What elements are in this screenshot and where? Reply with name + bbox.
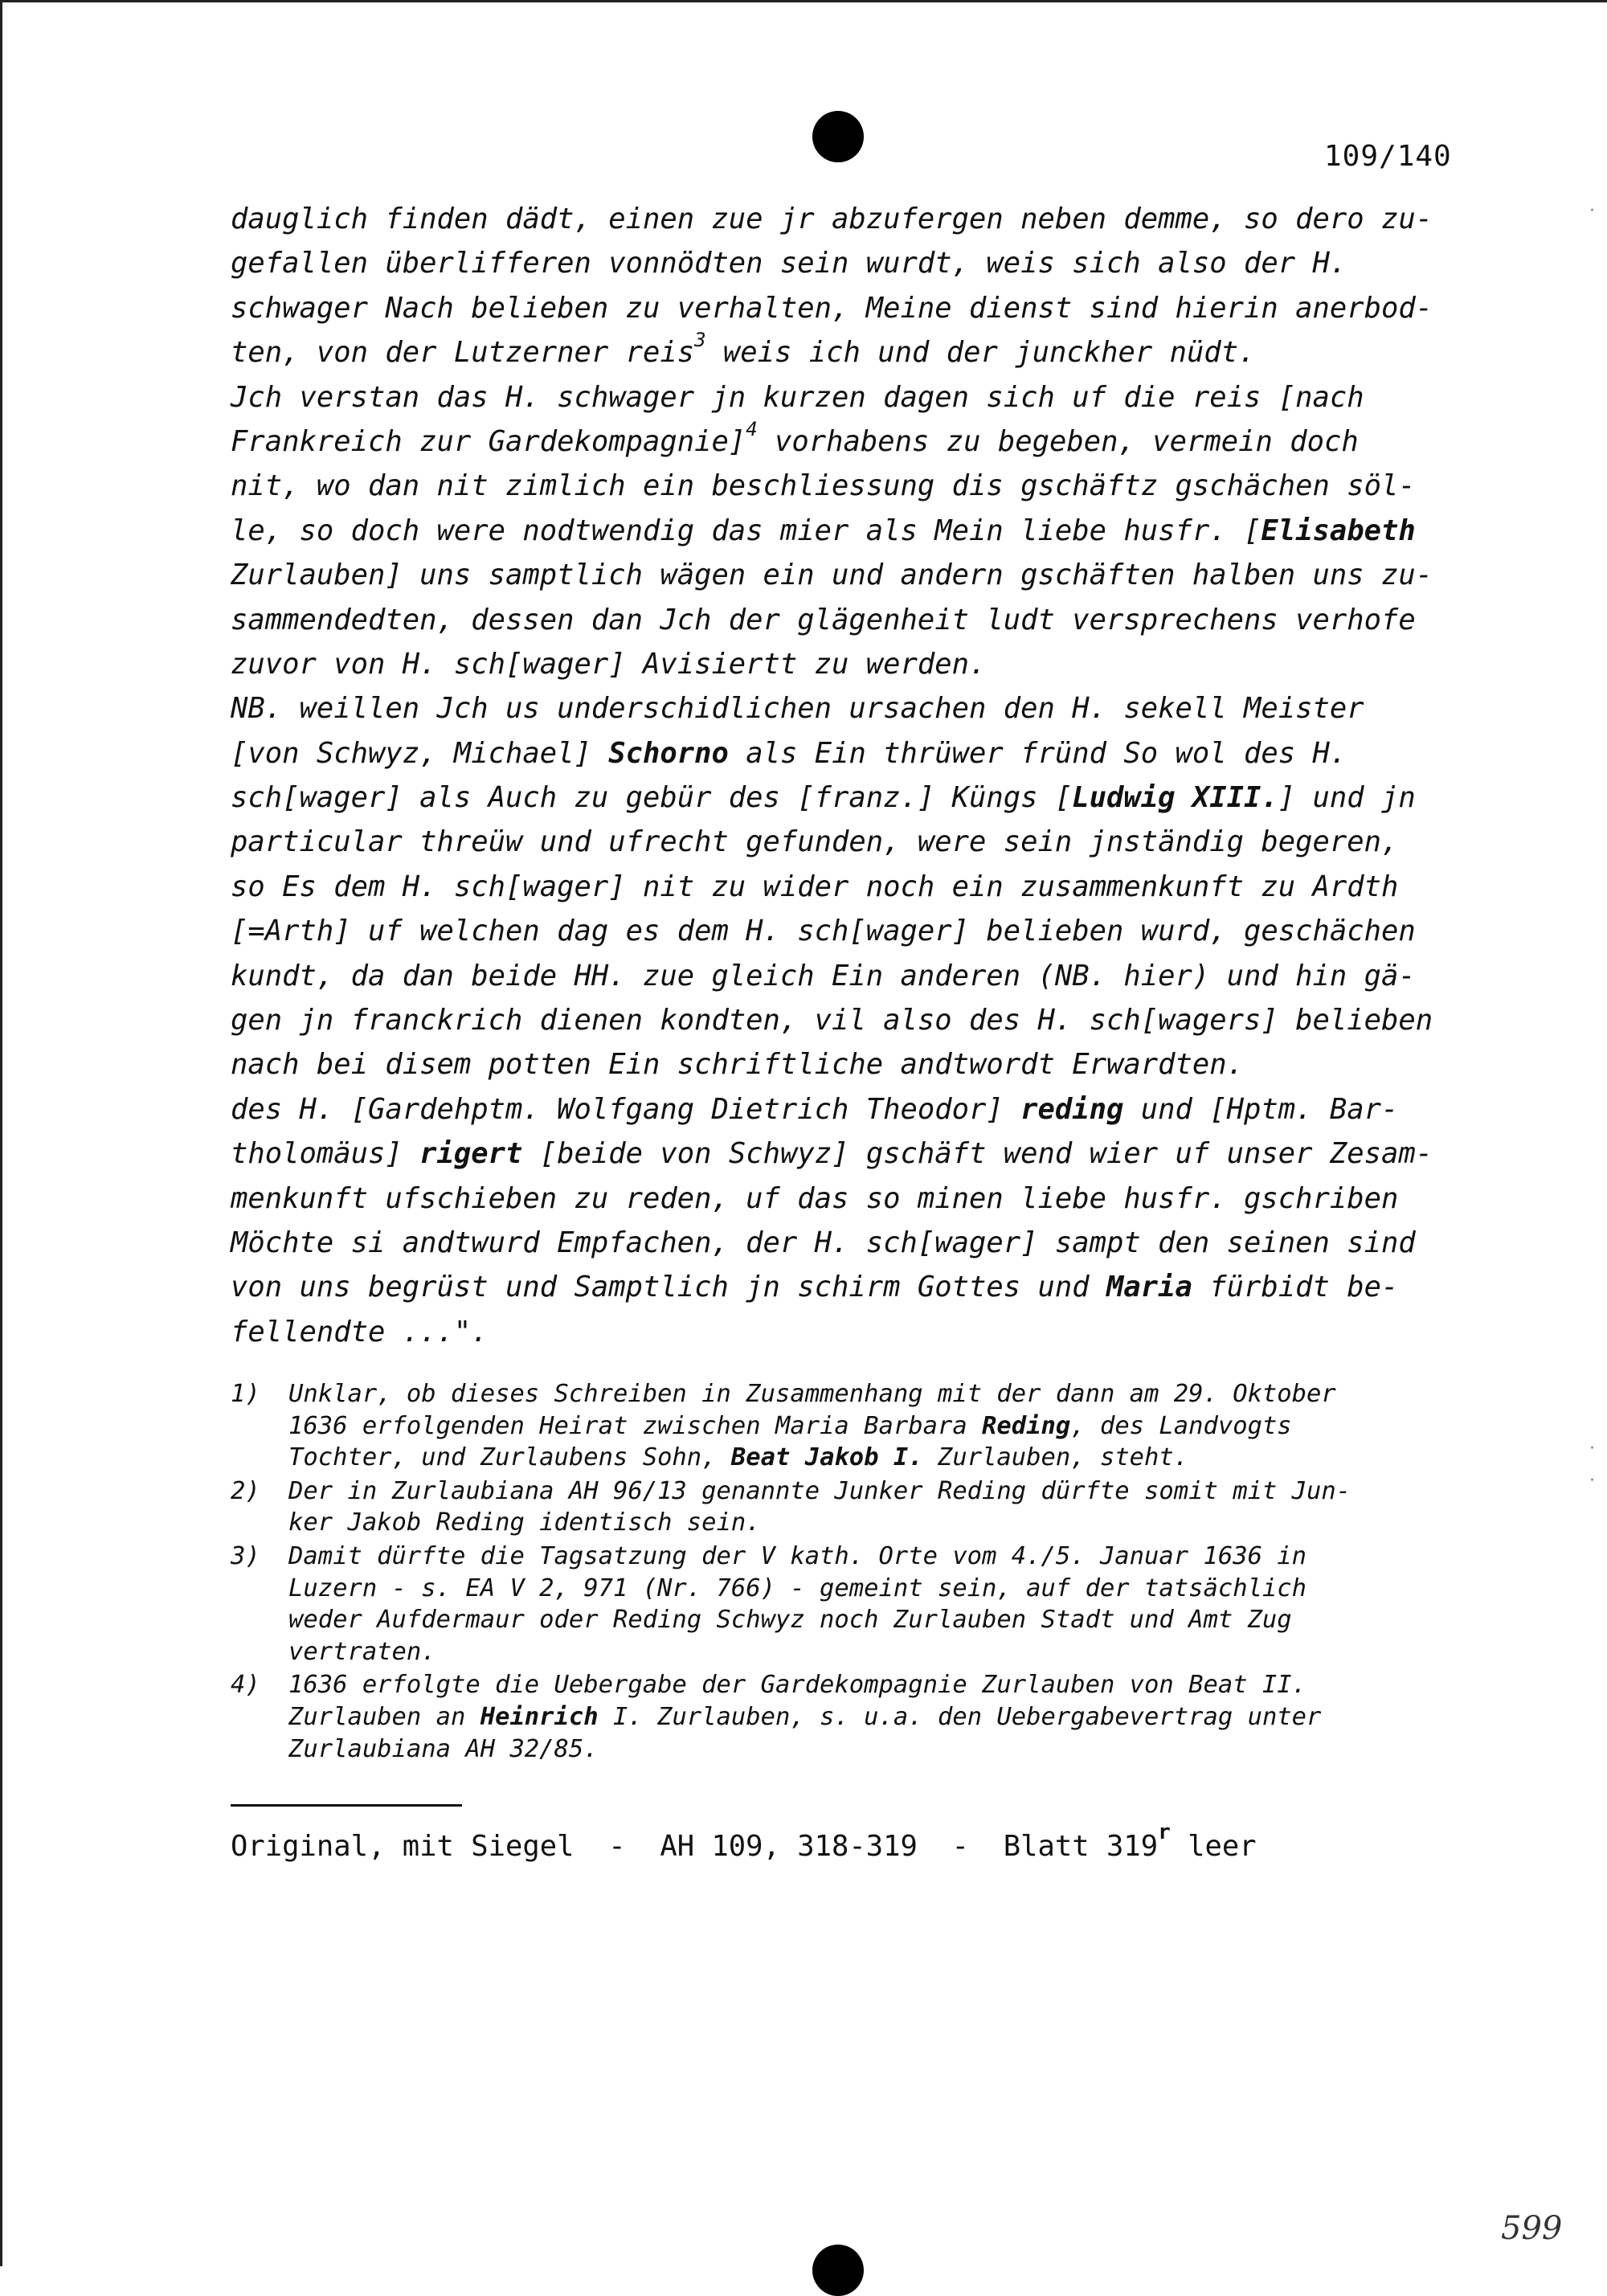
bold-name: Beat Jakob I. (730, 1443, 923, 1472)
separator-rule (231, 1804, 462, 1807)
footnote-1 (231, 1378, 1460, 1474)
footnote-line: ker Jakob Reding identisch sein. (288, 1508, 761, 1537)
text-line: menkunft ufschieben zu reden, uf das so minen liebe husfr. gschriben (231, 1181, 1399, 1215)
footnote-2 (231, 1475, 1460, 1539)
bold-name: Heinrich (480, 1702, 599, 1731)
text-line: Jch verstan das H. schwager jn kurzen dagen sich uf die reis [nach (231, 380, 1364, 414)
punch-hole-bottom (812, 2245, 864, 2296)
text-line: [=Arth] uf welchen dag es dem H. sch[wager] belieben wurd, geschächen (231, 915, 1416, 948)
footnote-line: Luzern - s. EA V 2, 971 (Nr. 766) - gemeint sein, auf der tatsächlich (288, 1574, 1307, 1602)
text-line: nit, wo dan nit zimlich ein beschliessung dis gschäftz gschächen söl- (231, 469, 1416, 503)
margin-dots: · (1589, 1439, 1595, 1459)
bold-name: Reding (982, 1411, 1071, 1440)
footnote-line: weder Aufdermaur oder Reding Schwyz noch Zurlauben Stadt und Amt Zug (288, 1606, 1292, 1635)
text-line: fellendte ...". (231, 1315, 489, 1349)
bold-name: reding (1020, 1092, 1124, 1126)
margin-dots: · (1589, 1471, 1595, 1491)
text-line: des H. [Gardehptm. Wolfgang Dietrich Theodor] reding und [Hptm. Bar- (231, 1092, 1399, 1126)
letter-text (231, 197, 1460, 1354)
page-number: 109/140 (1324, 140, 1452, 173)
footnote-4 (231, 1669, 1460, 1765)
text-line: kundt, da dan beide HH. zue gleich Ein anderen (NB. hier) und hin gä- (231, 959, 1416, 992)
scan-edge-left (0, 0, 2, 2266)
text-line: particular threüw und ufrecht gefunden, were sein jnständig begeren, (231, 825, 1399, 859)
bold-name: rigert (419, 1137, 523, 1171)
text-line: nach bei disem potten Ein schriftliche andtwordt Erwardten. (231, 1048, 1244, 1082)
bold-name: Maria (1106, 1271, 1192, 1304)
margin-dots: · (1589, 201, 1595, 221)
text-line: Möchte si andtwurd Empfachen, der H. sch[wager] sampt den seinen sind (231, 1226, 1416, 1259)
footnote-3 (231, 1541, 1460, 1668)
text-line: Zurlauben] uns samptlich wägen ein und andern gschäften halben uns zu- (231, 559, 1433, 592)
source-line: Original, mit Siegel - AH 109, 318-319 - Blatt 319$^r$ leer (231, 1820, 1257, 1863)
footnote-line: 1636 erfolgenden Heirat zwischen Maria Barbara Reding, des Landvogts (288, 1411, 1292, 1440)
text-line: tholomäus] rigert [beide von Schwyz] gschäft wend wier uf unser Zesam- (231, 1137, 1433, 1171)
bold-name: Ludwig XIII. (1072, 781, 1278, 815)
punch-hole (812, 111, 864, 162)
text-line: sch[wager] als Auch zu gebür des [franz.] Küngs [Ludwig XIII.] und jn (231, 781, 1416, 815)
footnote-line: Zurlauben an Heinrich I. Zurlauben, s. u.a. den Uebergabevertrag unter (288, 1702, 1322, 1731)
text-line: schwager Nach belieben zu verhalten, Meine dienst sind hierin anerbod- (231, 291, 1433, 325)
footnote-line: Unklar, ob dieses Schreiben in Zusammenhang mit der dann am 29. Oktober (288, 1380, 1336, 1408)
footnote-line: vertraten. (288, 1637, 436, 1666)
text-line: ten, von der Lutzerner reis$^3$ weis ich und der junckher nüdt. (231, 329, 1256, 370)
footnote-number: 1) (231, 1380, 260, 1408)
text-line: [von Schwyz, Michael] Schorno als Ein thrüwer fründ So wol des H. (231, 736, 1347, 770)
text-line: dauglich finden dädt, einen zue jr abzufergen neben demme, so dero zu- (231, 203, 1433, 235)
text-line: NB. weillen Jch us underschidlichen ursachen den H. sekell Meister (231, 692, 1364, 726)
footnote-line: Damit dürfte die Tagsatzung der V kath. Orte vom 4./5. Januar 1636 in (288, 1541, 1307, 1570)
archive-folio-mark: 599 (1501, 2210, 1563, 2247)
footnote-line: Der in Zurlaubiana AH 96/13 genannte Junker Reding dürfte somit mit Jun- (288, 1476, 1351, 1505)
recto-mark: r (1158, 1820, 1171, 1845)
footnote-number: 4) (231, 1671, 260, 1700)
footnote-ref-4: 4 (746, 418, 758, 441)
text-line: Frankreich zur Gardekompagnie]$^4$ vorhabens zu begeben, vermein doch (231, 418, 1359, 458)
footnote-line: Zurlaubiana AH 32/85. (288, 1734, 599, 1763)
text-line: sammendedten, dessen dan Jch der glägenheit ludt versprechens verhofe (231, 603, 1416, 636)
footnote-number: 3) (231, 1541, 260, 1570)
text-line: gen jn franckrich dienen kondten, vil also des H. sch[wagers] belieben (231, 1004, 1433, 1037)
footnote-number: 2) (231, 1476, 260, 1505)
text-line: gefallen überlifferen vonnödten sein wurdt, weis sich also der H. (231, 247, 1347, 280)
footnote-ref-3: 3 (694, 329, 706, 352)
bold-name: Schorno (608, 736, 729, 770)
bold-name: Elisabeth (1261, 514, 1416, 547)
footnote-line: Tochter, und Zurlaubens Sohn, Beat Jakob I. Zurlauben, steht. (288, 1443, 1189, 1472)
text-line: le, so doch were nodtwendig das mier als Mein liebe husfr. [Elisabeth (231, 514, 1416, 547)
text-line: von uns begrüst und Samptlich jn schirm Gottes und Maria fürbidt be- (231, 1271, 1399, 1304)
text-line: zuvor von H. sch[wager] Avisiertt zu werden. (231, 647, 987, 681)
footnotes (231, 1378, 1460, 1766)
footnote-line: 1636 erfolgte die Uebergabe der Gardekompagnie Zurlauben von Beat II. (288, 1671, 1307, 1700)
scan-edge-top (0, 0, 1607, 2)
text-line: so Es dem H. sch[wager] nit zu wider noch ein zusammenkunft zu Ardth (231, 870, 1399, 903)
